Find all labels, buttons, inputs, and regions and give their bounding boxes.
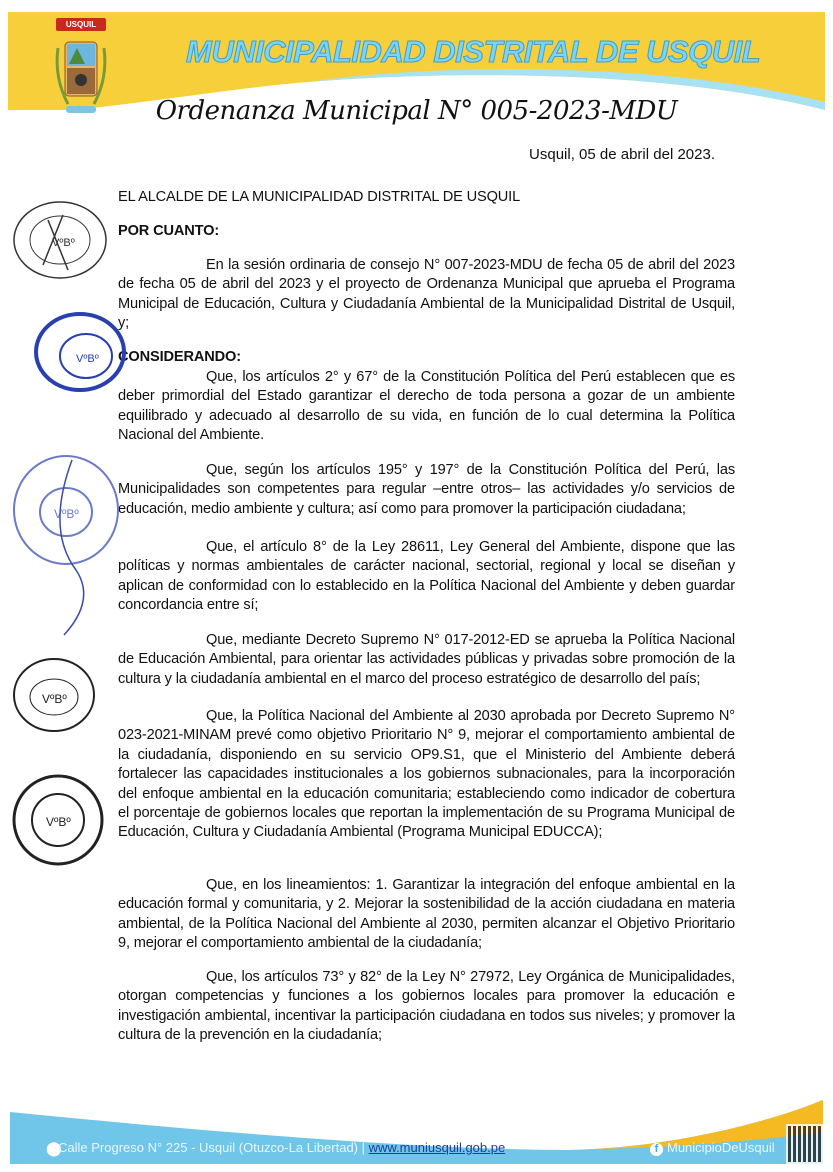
facebook-handle[interactable]: f MunicipioDeUsquil [650, 1140, 775, 1156]
paragraph: Que, según los artículos 195° y 197° de la Constitución Política del Perú, las Municipalidades son competentes para regular –entre otros– las actividades y/o servicios de educación, medio ambiente y cultura; así como para promover la participación ciudadana; [118, 462, 735, 517]
letterhead-footer [10, 1092, 823, 1164]
qr-code [786, 1124, 824, 1164]
document-title: Ordenanza Municipal N° 005-2023-MDU [155, 96, 678, 126]
approval-text: VºBº [76, 353, 99, 365]
approval-stamp [28, 312, 133, 392]
authority-line: EL ALCALDE DE LA MUNICIPALIDAD DISTRITAL DE USQUIL [118, 189, 521, 205]
document-date: Usquil, 05 de abril del 2023. [529, 146, 715, 163]
paragraph: Que, los artículos 73° y 82° de la Ley N° 27972, Ley Orgánica de Municipalidades, otorgan competencias y funciones a los gobiernos locales para promover la educación e investigación ambiental, incentivar la participación ciudadana en todos sus niveles; y promover la cultura de la prevención en la ciudadanía; [118, 969, 735, 1044]
considerando-heading: CONSIDERANDO: [118, 349, 241, 365]
approval-text: VºBº [52, 237, 75, 249]
footer-address: Calle Progreso N° 225 - Usquil (Otuzco-La Libertad) | www.muniusquil.gob.pe [58, 1140, 506, 1155]
municipal-coat-of-arms: USQUIL [52, 18, 110, 118]
paragraph: Que, los artículos 2° y 67° de la Constitución Política del Perú establecen que es deber primordial del Estado garantizar el derecho de toda persona a gozar de un ambiente equilibrado y adecuado al desarrollo de su vida, en función de lo cual determina la Política Nacional del Ambiente. [118, 369, 735, 444]
por-cuanto-heading: POR CUANTO: [118, 223, 220, 239]
approval-text: VºBº [46, 815, 71, 829]
alcaldia-stamp [8, 200, 108, 280]
approval-stamp [8, 655, 98, 735]
approval-stamp [8, 770, 108, 870]
website-link[interactable]: www.muniusquil.gob.pe [368, 1140, 506, 1155]
location-pin-icon: ⬤ [46, 1140, 62, 1156]
paragraph: Que, en los lineamientos: 1. Garantizar la integración del enfoque ambiental en la educación formal y comunitaria, y 2. Mejorar la sostenibilidad de la acción ciudadana en materia ambiental, de la Política Nacional del Ambiente al 2030, permiten alcanzar el Objetivo Prioritario 9, mejorar el comportamiento ambiental de la ciudadanía; [118, 877, 735, 952]
paragraph: Que, mediante Decreto Supremo N° 017-2012-ED se aprueba la Política Nacional de Educación Ambiental, para orientar las actividades públicas y privadas sobre promoción de la cultura y la ciudadanía ambiental en el marco del proceso estratégico de desarrollo del país; [118, 632, 735, 687]
approval-stamp [6, 450, 121, 640]
paragraph: Que, la Política Nacional del Ambiente al 2030 aprobada por Decreto Supremo N° 023-2021-MINAM prevé como objetivo Prioritario N° 9, mejorar el comportamiento ambiental de la ciudadanía, disponiendo en su servicio OP9.S1, que el Ministerio del Ambiente deberá fortalecer las capacidades institucionales a los gobiernos subnacionales, para la incorporación del enfoque ambiental en la educación comunitaria; estableciendo como indicador de cobertura el porcentaje de gobiernos locales que reportan la implementación de su Programa Municipal de Educación, Cultura y Ciudadanía Ambiental (Programa Municipal EDUCCA); [118, 708, 735, 841]
approval-text: VºBº [54, 507, 79, 521]
municipality-name: MUNICIPALIDAD DISTRITAL DE USQUIL [186, 34, 761, 69]
paragraph: En la sesión ordinaria de consejo N° 007-2023-MDU de fecha 05 de abril del 2023 de fecha 05 de abril del 2023 y el proyecto de Ordenanza Municipal que aprueba el Programa Municipal de Educación, Cultura y Ciudadanía Ambiental de la Municipalidad Distrital de Usquil, y; [118, 257, 735, 332]
approval-text: VºBº [42, 692, 67, 706]
paragraph: Que, el artículo 8° de la Ley 28611, Ley General del Ambiente, dispone que las políticas y normas ambientales de carácter nacional, sectorial, regional y local se diseñan y aplican de conformidad con lo establecido en la Política Nacional del Ambiente y deben guardar concordancia entre sí; [118, 539, 735, 614]
facebook-icon: f [650, 1143, 663, 1156]
